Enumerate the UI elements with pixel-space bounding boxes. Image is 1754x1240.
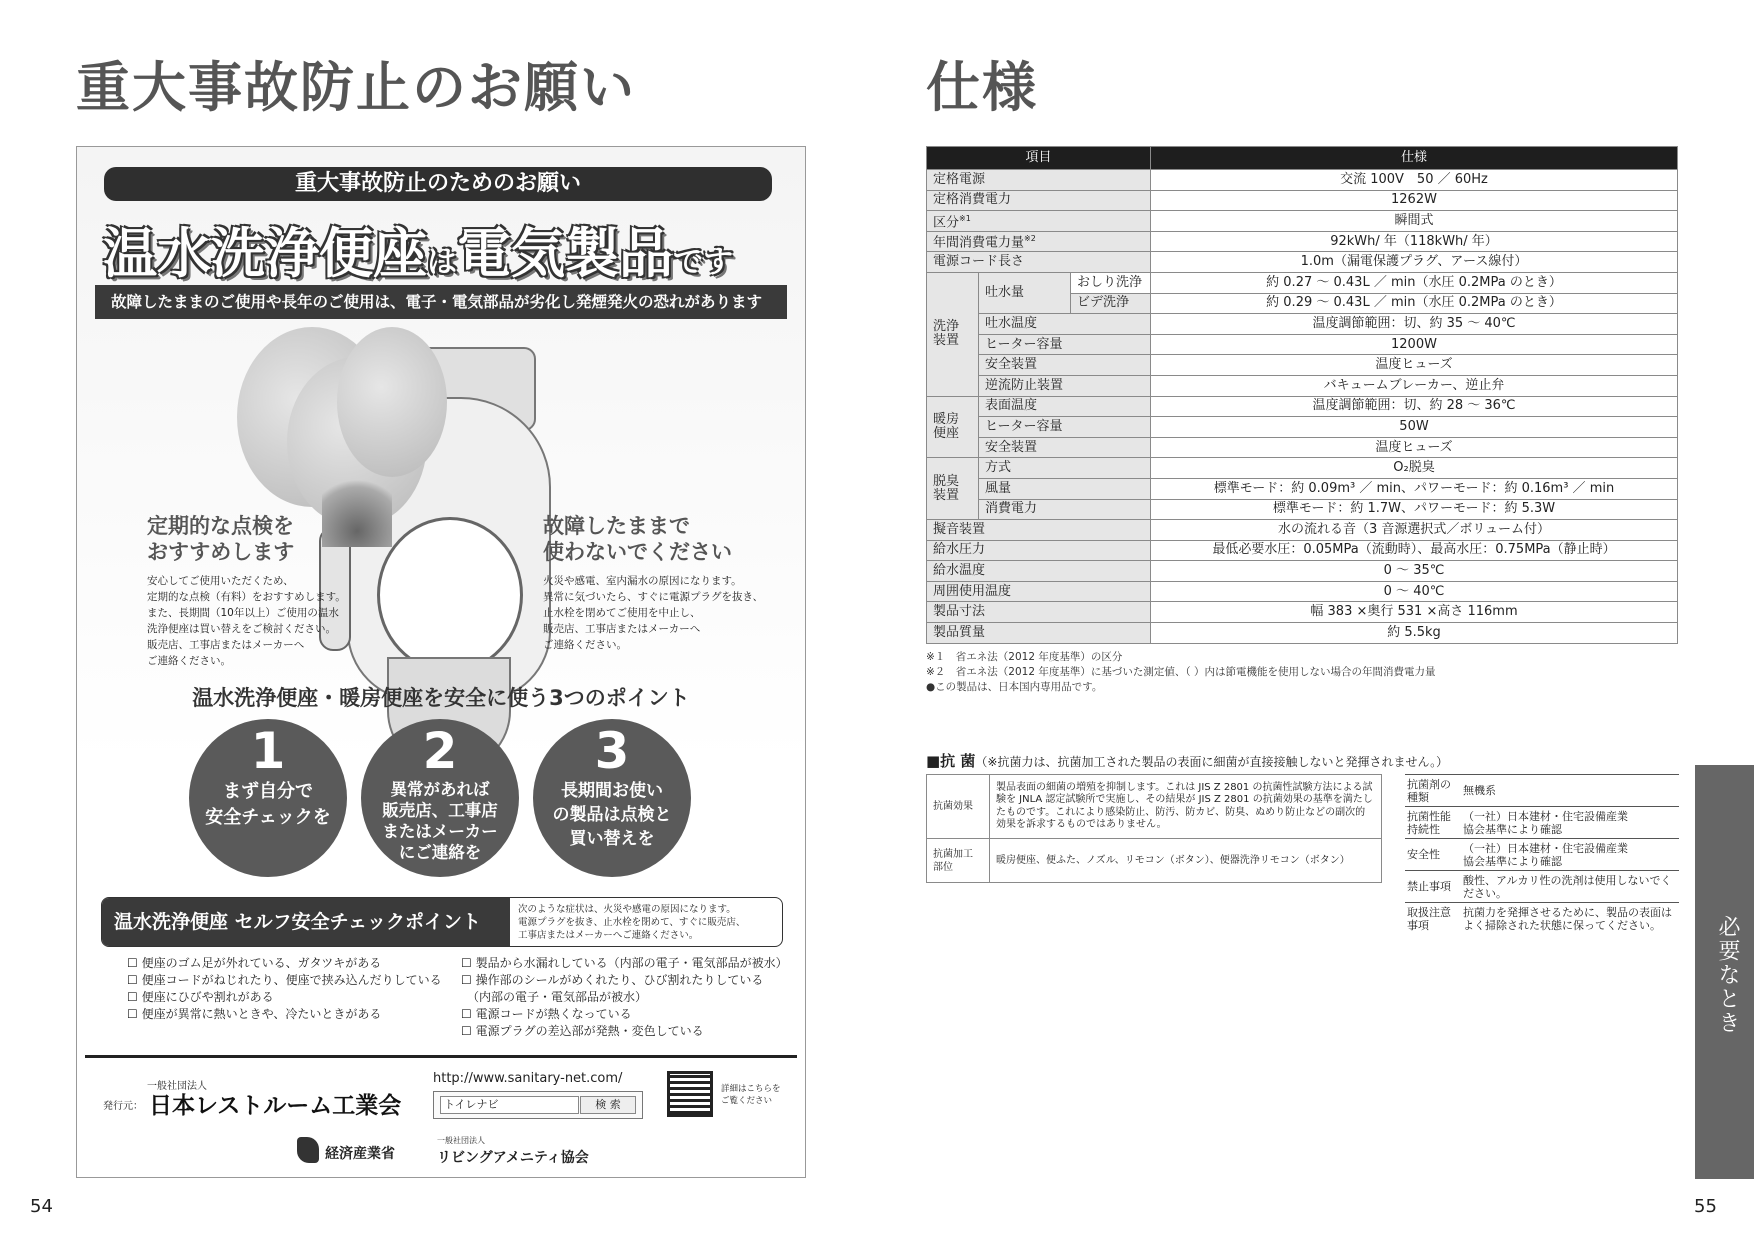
table-row <box>927 478 1678 499</box>
label-text: 区分 <box>933 215 960 231</box>
row-label: 逆流防止装置 <box>979 375 1151 396</box>
point-text: 異常があれば 販売店、工事店 またはメーカー にご連絡を <box>382 780 498 862</box>
row-label: 製品質量 <box>927 623 1151 644</box>
title-part-d: です <box>673 245 733 280</box>
left-note <box>147 513 367 669</box>
group-label: 暖房 便座 <box>927 396 979 458</box>
side-tab-label: 必要なとき <box>1715 915 1740 1035</box>
check-item: ☐ 電源コードが熱くなっている <box>461 1007 632 1021</box>
row-label: 表面温度 <box>979 396 1151 417</box>
row-label: 方式 <box>979 458 1151 479</box>
row-value: 瞬間式 <box>1151 211 1678 232</box>
check-item: （内部の電子・電気部品が被水） <box>461 990 648 1004</box>
right-note <box>543 513 793 653</box>
anti-parts-label: 抗菌加工 部位 <box>927 839 990 883</box>
table-row <box>927 375 1678 396</box>
anti-title-note: （※抗菌力は、抗菌加工された製品の表面に細菌が直接接触しないと発揮されません。） <box>975 755 1449 769</box>
assoc-small: 一般社団法人 <box>437 1136 485 1145</box>
col-item-header: 項目 <box>927 147 1151 170</box>
sub-group-label: 吐水量 <box>979 272 1071 313</box>
check-item: ☐ 便座が異常に熱いときや、冷たいときがある <box>127 1007 382 1021</box>
point-circle-2 <box>361 719 519 877</box>
publisher-small: 一般社団法人 <box>147 1081 207 1092</box>
table-row <box>927 314 1678 335</box>
ministry-logo-icon <box>297 1137 319 1163</box>
row-label: 周囲使用温度 <box>927 581 1151 602</box>
check-header <box>101 897 783 947</box>
footnote: ※２ 省エネ法（2012 年度基準）に基づいた測定値、（ ）内は節電機能を使用しない場合の年間消費電力量 <box>926 666 1436 678</box>
table-row <box>927 417 1678 438</box>
qr-code <box>667 1071 713 1117</box>
title-part-c: 電気製品 <box>457 222 673 285</box>
point-number: 3 <box>594 722 630 780</box>
table-row <box>927 231 1678 252</box>
row-value: 1200W <box>1151 334 1678 355</box>
row-value: 50W <box>1151 417 1678 438</box>
checklist-right <box>461 955 791 1040</box>
row-label: 定格消費電力 <box>927 190 1151 211</box>
col-spec-header: 仕様 <box>1151 147 1678 170</box>
row-value: 最低必要水圧：0.05MPa（流動時）、最高水圧：0.75MPa（静止時） <box>1151 540 1678 561</box>
check-item: ☐ 電源プラグの差込部が発熱・変色している <box>461 1024 704 1038</box>
anti-side-label: 安全性 <box>1407 848 1440 861</box>
side-tab <box>1695 765 1754 1179</box>
spec-table <box>926 146 1678 644</box>
check-item: ☐ 操作部のシールがめくれたり、ひび割れたりしている <box>461 973 764 987</box>
search-button[interactable]: 検 索 <box>580 1096 636 1114</box>
anti-side-value: （一社）日本建材・住宅設備産業 協会基準により確認 <box>1463 810 1628 836</box>
anti-effect-label: 抗菌効果 <box>927 775 990 839</box>
check-title: 温水洗浄便座 セルフ安全チェックポイント <box>102 898 510 946</box>
checklist-left <box>127 955 457 1023</box>
anti-side-label: 禁止事項 <box>1407 880 1451 893</box>
points-title: 温水洗浄便座・暖房便座を安全に使う3つのポイント <box>192 686 690 710</box>
table-row <box>927 252 1678 273</box>
assoc-name: リビングアメニティ協会 <box>437 1150 589 1166</box>
table-row <box>927 520 1678 541</box>
row-value: 0 ～ 35℃ <box>1151 561 1678 582</box>
row-value: 標準モード：約 0.09m³ ／ min、パワーモード：約 0.16m³ ／ min <box>1151 478 1678 499</box>
row-value: 交流 100V 50 ／ 60Hz <box>1151 170 1678 191</box>
table-row <box>927 623 1678 644</box>
table-row <box>927 437 1678 458</box>
row-label: 電源コード長さ <box>927 252 1151 273</box>
label-text: 年間消費電力量 <box>933 235 1025 251</box>
search-input[interactable]: トイレナビ <box>440 1096 579 1114</box>
check-item: ☐ 製品から水漏れしている（内部の電子・電気部品が被水） <box>461 956 788 970</box>
row-label: 吐水温度 <box>979 314 1151 335</box>
row-label: 安全装置 <box>979 437 1151 458</box>
row-value: 92kWh/ 年（118kWh/ 年） <box>1151 231 1678 252</box>
anti-side-row <box>1405 774 1679 807</box>
right-note-title: 故障したままで 使わないでください <box>543 514 732 564</box>
footnotes <box>926 650 1435 695</box>
footnote-mark: ※1 <box>959 213 971 223</box>
safety-poster <box>76 146 806 1178</box>
anti-side-row <box>1405 870 1679 903</box>
table-row <box>927 272 1678 293</box>
table-row <box>927 211 1678 232</box>
row-label <box>927 211 1151 232</box>
table-row <box>927 458 1678 479</box>
anti-effect-text: 製品表面の細菌の増殖を抑制します。これは JIS Z 2801 の抗菌性試験方法による試験を JNLA 認定試験所で実施し、その結果が JIS Z 2801 の抗菌効果の基準を満たしたものです。これにより感染防止、防汚、防カビ、防臭、ぬめり防止などの副次的効果を訴求するものではありません。 <box>990 775 1382 839</box>
anti-side-value: 酸性、アルカリ性の洗剤は使用しないでください。 <box>1463 874 1672 900</box>
row-value: O₂脱臭 <box>1151 458 1678 479</box>
antibacterial-heading <box>926 750 1448 771</box>
publisher-name: 日本レストルーム工業会 <box>149 1093 402 1119</box>
page-heading-left: 重大事故防止のお願い <box>76 56 636 119</box>
qr-note: 詳細はこちらを ご覧ください <box>721 1084 781 1106</box>
table-row <box>927 190 1678 211</box>
smoke-cloud <box>337 327 447 477</box>
toilet-seat <box>377 517 523 673</box>
search-box <box>433 1091 643 1119</box>
anti-side-label: 抗菌剤の 種類 <box>1407 778 1451 804</box>
anti-side-row <box>1405 902 1679 935</box>
row-label: ヒーター容量 <box>979 417 1151 438</box>
anti-side-value: 無機系 <box>1463 784 1496 797</box>
table-row <box>927 602 1678 623</box>
row-value: バキュームブレーカー、逆止弁 <box>1151 375 1678 396</box>
anti-side-row <box>1405 838 1679 871</box>
points-row <box>77 719 805 879</box>
ministry-name: 経済産業省 <box>325 1146 395 1162</box>
row-label: 風量 <box>979 478 1151 499</box>
table-row <box>927 561 1678 582</box>
url-text[interactable]: http://www.sanitary-net.com/ <box>433 1071 623 1086</box>
table-row <box>927 334 1678 355</box>
row-value: 水の流れる音（3 音源選択式／ボリューム付） <box>1151 520 1678 541</box>
publisher-prefix: 発行元： <box>103 1101 143 1112</box>
row-value: 標準モード：約 1.7W、パワーモード：約 5.3W <box>1151 499 1678 520</box>
footnote: ●この製品は、日本国内専用品です。 <box>926 681 1103 693</box>
anti-side-label: 取扱注意 事項 <box>1407 906 1451 932</box>
title-part-b: は <box>427 245 457 280</box>
row-label: 消費電力 <box>979 499 1151 520</box>
point-circle-3 <box>533 719 691 877</box>
row-value: 幅 383 ×奥行 531 ×高さ 116mm <box>1151 602 1678 623</box>
row-value: 0 ～ 40℃ <box>1151 581 1678 602</box>
anti-side-value: 抗菌力を発揮させるために、製品の表面はよく掃除された状態に保ってください。 <box>1463 906 1672 932</box>
warning-band: 故障したままのご使用や長年のご使用は、電子・電気部品が劣化し発煙発火の恐れがあります <box>95 285 787 319</box>
left-note-title: 定期的な点検を おすすめします <box>147 514 295 564</box>
table-row <box>927 170 1678 191</box>
row-value: 約 5.5kg <box>1151 623 1678 644</box>
row-label: ビデ洗浄 <box>1071 293 1151 314</box>
row-label: 安全装置 <box>979 355 1151 376</box>
page-number-left: 54 <box>30 1196 53 1217</box>
right-note-body: 火災や感電、室内漏水の原因になります。 異常に気づいたら、すぐに電源プラグを抜き、 止水栓を閉めてご使用を中止し、 販売店、工事店またはメーカーへ ご連絡ください。 <box>543 575 764 651</box>
point-number: 1 <box>250 722 286 780</box>
row-value: 温度ヒューズ <box>1151 437 1678 458</box>
table-row <box>927 355 1678 376</box>
row-label: おしり洗浄 <box>1071 272 1151 293</box>
check-item: ☐ 便座のゴム足が外れている、ガタツキがある <box>127 956 382 970</box>
anti-side-row <box>1405 806 1679 839</box>
table-row <box>927 581 1678 602</box>
antibacterial-table <box>926 774 1382 883</box>
anti-side-value: （一社）日本建材・住宅設備産業 協会基準により確認 <box>1463 842 1628 868</box>
check-item: ☐ 便座コードがねじれたり、便座で挟み込んだりしている <box>127 973 442 987</box>
table-row <box>927 540 1678 561</box>
page-number-right: 55 <box>1694 1196 1717 1217</box>
row-value: 温度調節範囲：切、約 28 ～ 36℃ <box>1151 396 1678 417</box>
anti-title: ■抗 菌 <box>926 752 976 770</box>
table-header-row <box>927 147 1678 170</box>
row-label: 製品寸法 <box>927 602 1151 623</box>
row-label: 給水圧力 <box>927 540 1151 561</box>
row-label: 給水温度 <box>927 561 1151 582</box>
poster-big-title <box>103 211 783 285</box>
row-value: 温度ヒューズ <box>1151 355 1678 376</box>
title-part-a: 温水洗浄便座 <box>103 222 427 285</box>
footnote: ※１ 省エネ法（2012 年度基準）の区分 <box>926 651 1123 663</box>
check-item: ☐ 便座にひびや割れがある <box>127 990 274 1004</box>
anti-parts-text: 暖房便座、便ふた、ノズル、リモコン（ボタン）、便器洗浄リモコン（ボタン） <box>990 839 1382 883</box>
row-value: 1262W <box>1151 190 1678 211</box>
table-row <box>927 396 1678 417</box>
page-heading-right: 仕様 <box>926 56 1038 119</box>
check-note: 次のような症状は、火災や感電の原因になります。 電源プラグを抜き、止水栓を閉めて、すぐに販売店、 工事店またはメーカーへご連絡ください。 <box>518 904 746 941</box>
left-note-body: 安心してご使用いただくため、 定期的な点検（有料）をおすすめします。 また、長期間（10年以上）ご使用の温水 洗浄便座は買い替えをご検討ください。 販売店、工事店またはメーカーへ ご連絡ください。 <box>147 575 346 667</box>
poster-top-pill: 重大事故防止のためのお願い <box>104 167 772 201</box>
table-row <box>927 499 1678 520</box>
point-number: 2 <box>422 722 458 780</box>
group-label: 洗浄 装置 <box>927 272 979 396</box>
row-label: 擬音装置 <box>927 520 1151 541</box>
anti-side-label: 抗菌性能 持続性 <box>1407 810 1451 836</box>
poster-divider <box>85 1055 797 1058</box>
row-label <box>927 231 1151 252</box>
group-label: 脱臭 装置 <box>927 458 979 520</box>
row-value: 1.0m（漏電保護プラグ、アース線付） <box>1151 252 1678 273</box>
row-value: 約 0.27 ～ 0.43L ／ min（水圧 0.2MPa のとき） <box>1151 272 1678 293</box>
point-text: 長期間お使い の製品は点検と 買い替えを <box>552 781 672 849</box>
footnote-mark: ※2 <box>1024 234 1036 244</box>
point-circle-1 <box>189 719 347 877</box>
row-label: ヒーター容量 <box>979 334 1151 355</box>
table-row <box>927 775 1382 839</box>
table-row <box>927 839 1382 883</box>
row-label: 定格電源 <box>927 170 1151 191</box>
row-value: 約 0.29 ～ 0.43L ／ min（水圧 0.2MPa のとき） <box>1151 293 1678 314</box>
point-text: まず自分で 安全チェックを <box>205 781 331 828</box>
row-value: 温度調節範囲：切、約 35 ～ 40℃ <box>1151 314 1678 335</box>
